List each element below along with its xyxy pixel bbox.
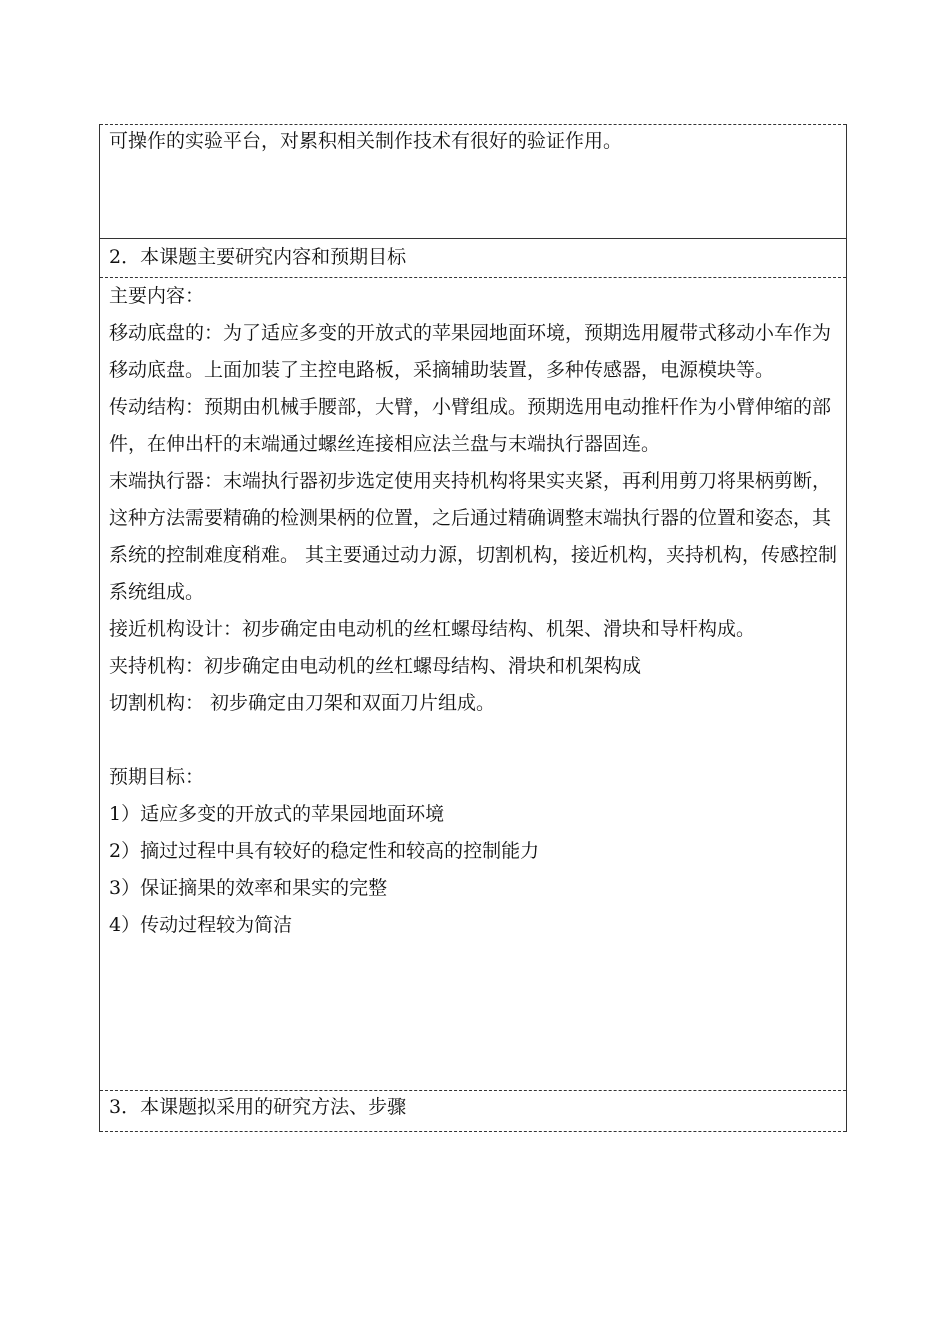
paragraph-clamping-mechanism: 夹持机构：初步确定由电动机的丝杠螺母结构、滑块和机架构成: [109, 655, 642, 677]
paragraph-transmission: 传动结构：预期由机械手腰部，大臂，小臂组成。预期选用电动推杆作为小臂伸缩的部件，在伸出杆的末端通过螺丝连接相应法兰盘与末端执行器固连。: [109, 396, 832, 455]
section2-content-cell: [100, 278, 846, 1090]
intro-text: 可操作的实验平台，对累积相关制作技术有很好的验证作用。: [109, 130, 623, 152]
section2-heading-cell: [100, 238, 846, 278]
paragraph-end-effector: 末端执行器：末端执行器初步选定使用夹持机构将果实夹紧，再利用剪刀将果柄剪断，这种方法需要精确的检测果柄的位置，之后通过精确调整末端执行器的位置和姿态，其系统的控制难度稍难。 其主要通过动力源，切割机构，接近机构，夹持机构，传感控制系统组成。: [109, 470, 838, 603]
section3-heading: 3．本课题拟采用的研究方法、步骤: [109, 1096, 407, 1118]
intro-cell: [100, 124, 846, 237]
content-label: 主要内容：: [109, 285, 205, 307]
paragraph-mobile-chassis: 移动底盘的：为了适应多变的开放式的苹果园地面环境，预期选用履带式移动小车作为移动底盘。上面加装了主控电路板，采摘辅助装置，多种传感器，电源模块等。: [109, 322, 832, 381]
list-item: 2）摘过过程中具有较好的稳定性和较高的控制能力: [109, 840, 540, 862]
list-item: 3）保证摘果的效率和果实的完整: [109, 877, 388, 899]
list-item: 4）传动过程较为简洁: [109, 914, 293, 936]
section2-heading: 2．本课题主要研究内容和预期目标: [109, 246, 407, 268]
blank-line: [109, 722, 838, 759]
paragraph-approach-mechanism: 接近机构设计：初步确定由电动机的丝杠螺母结构、机架、滑块和导杆构成。: [109, 618, 756, 640]
proposal-table: [99, 124, 847, 1132]
goals-list: [109, 796, 838, 944]
section3-heading-cell: [100, 1090, 846, 1132]
goals-label: 预期目标：: [109, 766, 205, 788]
list-item: 1）适应多变的开放式的苹果园地面环境: [109, 803, 445, 825]
paragraph-cutting-mechanism: 切割机构： 初步确定由刀架和双面刀片组成。: [109, 692, 496, 714]
